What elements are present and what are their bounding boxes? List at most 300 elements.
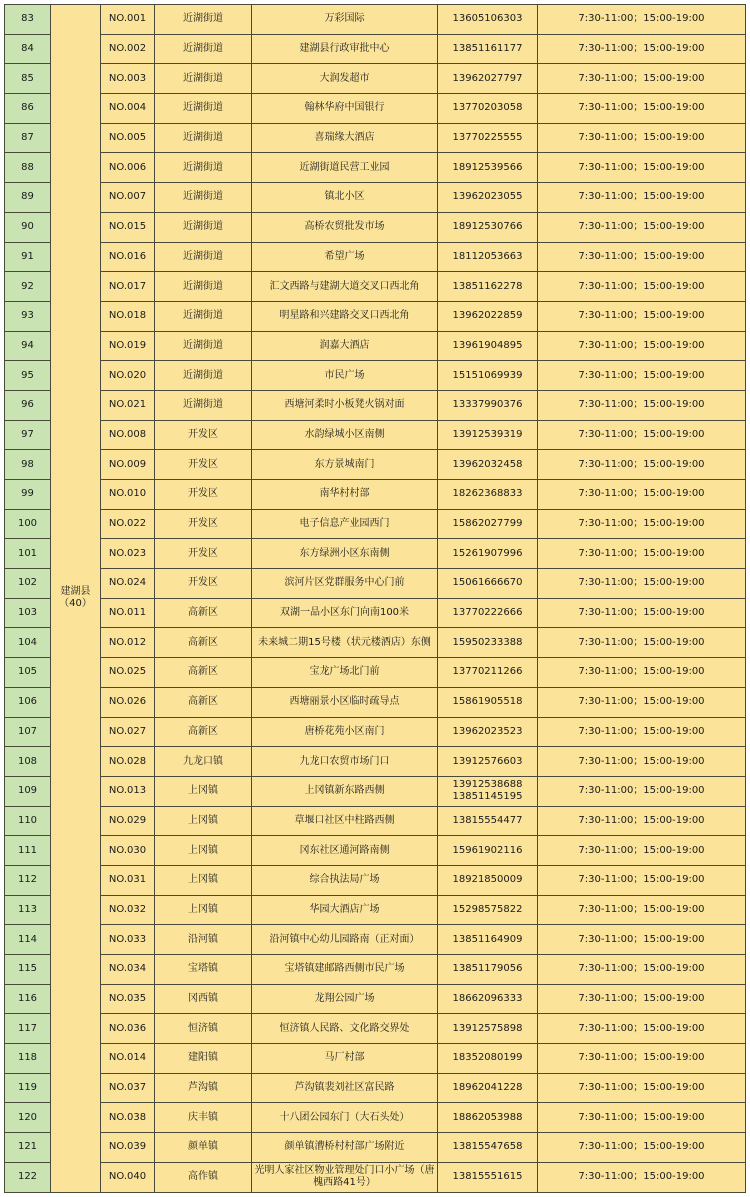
street-cell: 近湖街道 (155, 242, 252, 272)
table-row (5, 984, 746, 1014)
street-cell: 芦沟镇 (155, 1073, 252, 1103)
street-cell: 上冈镇 (155, 895, 252, 925)
phone-number: 13851179056 (452, 963, 523, 975)
phone-cell (438, 5, 538, 35)
address-cell: 冈东社区通河路南侧 (252, 836, 438, 866)
phone-cell (438, 747, 538, 777)
county-name: 建湖县 (60, 586, 91, 598)
county-count: （40） (59, 598, 92, 610)
street-cell: 近湖街道 (155, 183, 252, 213)
row-index-cell: 90 (5, 212, 51, 242)
phone-number: 13962022859 (452, 310, 523, 322)
row-index-cell: 117 (5, 1014, 51, 1044)
phone-cell (438, 420, 538, 450)
table-row (5, 5, 746, 35)
phone-number: 15950233388 (452, 636, 523, 648)
street-cell: 开发区 (155, 450, 252, 480)
site-number-cell: NO.034 (101, 955, 155, 985)
street-cell: 沿河镇 (155, 925, 252, 955)
table-row (5, 865, 746, 895)
site-number-cell: NO.009 (101, 450, 155, 480)
phone-number: 13851161177 (452, 43, 523, 55)
phone-number: 13770211266 (452, 666, 523, 678)
address-cell: 草堰口社区中柱路西侧 (252, 806, 438, 836)
site-number-cell: NO.025 (101, 658, 155, 688)
row-index-cell: 95 (5, 361, 51, 391)
row-index-cell: 96 (5, 390, 51, 420)
site-number-cell: NO.011 (101, 598, 155, 628)
site-number-cell: NO.036 (101, 1014, 155, 1044)
phone-number: 13815551615 (452, 1171, 523, 1183)
site-number-cell: NO.019 (101, 331, 155, 361)
phone-cell (438, 984, 538, 1014)
address-cell: 九龙口农贸市场门口 (252, 747, 438, 777)
site-number-cell: NO.010 (101, 480, 155, 510)
site-number-cell: NO.001 (101, 5, 155, 35)
hours-cell: 7:30-11:00；15:00-19:00 (538, 836, 746, 866)
site-number-cell: NO.026 (101, 687, 155, 717)
phone-number: 13851162278 (452, 280, 523, 292)
site-number-cell: NO.038 (101, 1103, 155, 1133)
site-number-cell: NO.018 (101, 301, 155, 331)
phone-number: 13770203058 (452, 102, 523, 114)
hours-cell: 7:30-11:00；15:00-19:00 (538, 955, 746, 985)
hours-cell: 7:30-11:00；15:00-19:00 (538, 598, 746, 628)
address-cell: 上冈镇新东路西侧 (252, 776, 438, 806)
phone-cell (438, 955, 538, 985)
address-cell: 镇北小区 (252, 183, 438, 213)
hours-cell: 7:30-11:00；15:00-19:00 (538, 509, 746, 539)
table-row (5, 836, 746, 866)
street-cell: 高新区 (155, 717, 252, 747)
row-index-cell: 111 (5, 836, 51, 866)
address-cell: 汇文西路与建湖大道交叉口西北角 (252, 272, 438, 302)
table-row (5, 153, 746, 183)
street-cell: 近湖街道 (155, 153, 252, 183)
phone-cell (438, 658, 538, 688)
row-index-cell: 94 (5, 331, 51, 361)
hours-cell: 7:30-11:00；15:00-19:00 (538, 64, 746, 94)
address-cell: 东方景城南门 (252, 450, 438, 480)
row-index-cell: 98 (5, 450, 51, 480)
address-cell: 西塘丽景小区临时疏导点 (252, 687, 438, 717)
phone-number: 15261907996 (452, 547, 523, 559)
table-row (5, 895, 746, 925)
row-index-cell: 93 (5, 301, 51, 331)
row-index-cell: 104 (5, 628, 51, 658)
row-index-cell: 91 (5, 242, 51, 272)
address-cell: 万彩国际 (252, 5, 438, 35)
street-cell: 近湖街道 (155, 361, 252, 391)
row-index-cell: 99 (5, 480, 51, 510)
street-cell: 开发区 (155, 539, 252, 569)
phone-number: 15151069939 (452, 369, 523, 381)
address-cell: 芦沟镇裴刘社区富民路 (252, 1073, 438, 1103)
phone-number: 13605106303 (452, 13, 523, 25)
phone-cell (438, 865, 538, 895)
phone-cell (438, 539, 538, 569)
row-index-cell: 100 (5, 509, 51, 539)
site-number-cell: NO.005 (101, 123, 155, 153)
site-number-cell: NO.030 (101, 836, 155, 866)
row-index-cell: 85 (5, 64, 51, 94)
street-cell: 近湖街道 (155, 212, 252, 242)
row-index-cell: 108 (5, 747, 51, 777)
table-row (5, 569, 746, 599)
address-cell: 近湖街道民营工业园 (252, 153, 438, 183)
address-cell: 南华村村部 (252, 480, 438, 510)
hours-cell: 7:30-11:00；15:00-19:00 (538, 5, 746, 35)
street-cell: 近湖街道 (155, 331, 252, 361)
street-cell: 近湖街道 (155, 390, 252, 420)
address-cell: 电子信息产业园西门 (252, 509, 438, 539)
table-row (5, 955, 746, 985)
testing-sites-table (4, 4, 746, 1193)
table-body (5, 5, 746, 1193)
phone-cell (438, 717, 538, 747)
site-number-cell: NO.020 (101, 361, 155, 391)
row-index-cell: 107 (5, 717, 51, 747)
phone-cell (438, 212, 538, 242)
phone-cell (438, 509, 538, 539)
hours-cell: 7:30-11:00；15:00-19:00 (538, 1162, 746, 1192)
street-cell: 上冈镇 (155, 865, 252, 895)
site-number-cell: NO.004 (101, 94, 155, 124)
phone-number: 15961902116 (452, 844, 523, 856)
site-number-cell: NO.032 (101, 895, 155, 925)
row-index-cell: 86 (5, 94, 51, 124)
phone-number: 13815547658 (452, 1141, 523, 1153)
address-cell: 水韵绿城小区南侧 (252, 420, 438, 450)
row-index-cell: 89 (5, 183, 51, 213)
hours-cell: 7:30-11:00；15:00-19:00 (538, 895, 746, 925)
phone-cell (438, 94, 538, 124)
table-row (5, 1044, 746, 1074)
address-cell: 马厂村部 (252, 1044, 438, 1074)
hours-cell: 7:30-11:00；15:00-19:00 (538, 390, 746, 420)
hours-cell: 7:30-11:00；15:00-19:00 (538, 1103, 746, 1133)
hours-cell: 7:30-11:00；15:00-19:00 (538, 984, 746, 1014)
street-cell: 庆丰镇 (155, 1103, 252, 1133)
table-row (5, 776, 746, 806)
site-number-cell: NO.033 (101, 925, 155, 955)
address-cell: 明星路和兴建路交叉口西北角 (252, 301, 438, 331)
table-row (5, 1133, 746, 1163)
phone-cell (438, 450, 538, 480)
row-index-cell: 87 (5, 123, 51, 153)
phone-cell (438, 272, 538, 302)
phone-cell (438, 925, 538, 955)
hours-cell: 7:30-11:00；15:00-19:00 (538, 658, 746, 688)
address-cell: 翰林华府中国银行 (252, 94, 438, 124)
address-cell: 恒济镇人民路、文化路交界处 (252, 1014, 438, 1044)
hours-cell: 7:30-11:00；15:00-19:00 (538, 776, 746, 806)
hours-cell: 7:30-11:00；15:00-19:00 (538, 272, 746, 302)
street-cell: 近湖街道 (155, 64, 252, 94)
phone-number: 18962041228 (452, 1082, 523, 1094)
county-cell (51, 5, 101, 1193)
hours-cell: 7:30-11:00；15:00-19:00 (538, 628, 746, 658)
address-cell: 东方绿洲小区东南侧 (252, 539, 438, 569)
phone-cell (438, 361, 538, 391)
site-number-cell: NO.024 (101, 569, 155, 599)
phone-number: 13961904895 (452, 339, 523, 351)
address-cell: 未来城二期15号楼（状元楼酒店）东侧 (252, 628, 438, 658)
phone-cell (438, 64, 538, 94)
phone-number: 15862027799 (452, 518, 523, 530)
row-index-cell: 84 (5, 34, 51, 64)
hours-cell: 7:30-11:00；15:00-19:00 (538, 1133, 746, 1163)
table-row (5, 1073, 746, 1103)
hours-cell: 7:30-11:00；15:00-19:00 (538, 331, 746, 361)
phone-number: 18662096333 (452, 993, 523, 1005)
table-row (5, 806, 746, 836)
hours-cell: 7:30-11:00；15:00-19:00 (538, 806, 746, 836)
phone-cell (438, 242, 538, 272)
hours-cell: 7:30-11:00；15:00-19:00 (538, 1073, 746, 1103)
street-cell: 近湖街道 (155, 94, 252, 124)
street-cell: 颜单镇 (155, 1133, 252, 1163)
phone-number: 13962023523 (452, 725, 523, 737)
row-index-cell: 113 (5, 895, 51, 925)
hours-cell: 7:30-11:00；15:00-19:00 (538, 925, 746, 955)
table-row (5, 331, 746, 361)
table-row (5, 1014, 746, 1044)
phone-cell (438, 153, 538, 183)
address-cell: 十八团公园东门（大石头处） (252, 1103, 438, 1133)
street-cell: 恒济镇 (155, 1014, 252, 1044)
table-row (5, 94, 746, 124)
address-cell: 综合执法局广场 (252, 865, 438, 895)
address-cell: 滨河片区党群服务中心门前 (252, 569, 438, 599)
hours-cell: 7:30-11:00；15:00-19:00 (538, 242, 746, 272)
hours-cell: 7:30-11:00；15:00-19:00 (538, 301, 746, 331)
hours-cell: 7:30-11:00；15:00-19:00 (538, 1044, 746, 1074)
phone-number: 15861905518 (452, 696, 523, 708)
row-index-cell: 112 (5, 865, 51, 895)
street-cell: 近湖街道 (155, 34, 252, 64)
address-cell: 华园大酒店广场 (252, 895, 438, 925)
row-index-cell: 121 (5, 1133, 51, 1163)
phone-number: 18262368833 (452, 488, 523, 500)
phone-cell (438, 628, 538, 658)
street-cell: 上冈镇 (155, 806, 252, 836)
row-index-cell: 103 (5, 598, 51, 628)
site-number-cell: NO.003 (101, 64, 155, 94)
row-index-cell: 120 (5, 1103, 51, 1133)
address-cell: 希望广场 (252, 242, 438, 272)
site-number-cell: NO.002 (101, 34, 155, 64)
phone-number: 15061666670 (452, 577, 523, 589)
phone-number: 13912575898 (452, 1022, 523, 1034)
table-row (5, 509, 746, 539)
site-number-cell: NO.040 (101, 1162, 155, 1192)
site-number-cell: NO.029 (101, 806, 155, 836)
address-cell: 宝塔镇建邮路西侧市民广场 (252, 955, 438, 985)
phone-number: 13912576603 (452, 755, 523, 767)
phone-number: 13815554477 (452, 814, 523, 826)
table-row (5, 539, 746, 569)
address-cell: 颜单镇漕桥村村部广场附近 (252, 1133, 438, 1163)
table-row (5, 272, 746, 302)
table-row (5, 450, 746, 480)
phone-number: 13912538688 (452, 779, 523, 791)
street-cell: 宝塔镇 (155, 955, 252, 985)
site-number-cell: NO.027 (101, 717, 155, 747)
site-number-cell: NO.022 (101, 509, 155, 539)
table-row (5, 123, 746, 153)
site-number-cell: NO.006 (101, 153, 155, 183)
hours-cell: 7:30-11:00；15:00-19:00 (538, 183, 746, 213)
phone-number: 18352080199 (452, 1052, 523, 1064)
row-index-cell: 106 (5, 687, 51, 717)
row-index-cell: 110 (5, 806, 51, 836)
hours-cell: 7:30-11:00；15:00-19:00 (538, 361, 746, 391)
street-cell: 近湖街道 (155, 272, 252, 302)
hours-cell: 7:30-11:00；15:00-19:00 (538, 747, 746, 777)
phone-cell (438, 331, 538, 361)
street-cell: 冈西镇 (155, 984, 252, 1014)
phone-cell (438, 1162, 538, 1192)
phone-cell (438, 806, 538, 836)
street-cell: 开发区 (155, 509, 252, 539)
site-number-cell: NO.035 (101, 984, 155, 1014)
table-row (5, 34, 746, 64)
phone-number: 18862053988 (452, 1111, 523, 1123)
table-row (5, 1162, 746, 1192)
hours-cell: 7:30-11:00；15:00-19:00 (538, 94, 746, 124)
street-cell: 上冈镇 (155, 776, 252, 806)
phone-number: 18912539566 (452, 161, 523, 173)
street-cell: 高新区 (155, 628, 252, 658)
phone-number: 13337990376 (452, 399, 523, 411)
phone-cell (438, 390, 538, 420)
table-row (5, 747, 746, 777)
street-cell: 近湖街道 (155, 301, 252, 331)
phone-cell (438, 301, 538, 331)
phone-number: 18921850009 (452, 874, 523, 886)
phone-number: 13962023055 (452, 191, 523, 203)
site-number-cell: NO.017 (101, 272, 155, 302)
phone-cell (438, 687, 538, 717)
table-row (5, 390, 746, 420)
phone-cell (438, 34, 538, 64)
hours-cell: 7:30-11:00；15:00-19:00 (538, 153, 746, 183)
phone-cell (438, 123, 538, 153)
table-row (5, 242, 746, 272)
phone-cell (438, 1014, 538, 1044)
hours-cell: 7:30-11:00；15:00-19:00 (538, 687, 746, 717)
phone-number-secondary: 13851145195 (452, 791, 523, 803)
table-row (5, 301, 746, 331)
hours-cell: 7:30-11:00；15:00-19:00 (538, 480, 746, 510)
row-index-cell: 92 (5, 272, 51, 302)
row-index-cell: 114 (5, 925, 51, 955)
site-number-cell: NO.015 (101, 212, 155, 242)
phone-cell (438, 1044, 538, 1074)
site-number-cell: NO.031 (101, 865, 155, 895)
hours-cell: 7:30-11:00；15:00-19:00 (538, 450, 746, 480)
street-cell: 高新区 (155, 658, 252, 688)
table-row (5, 717, 746, 747)
phone-cell (438, 836, 538, 866)
phone-number: 13770222666 (452, 607, 523, 619)
site-number-cell: NO.039 (101, 1133, 155, 1163)
phone-cell (438, 776, 538, 806)
hours-cell: 7:30-11:00；15:00-19:00 (538, 34, 746, 64)
table-row (5, 183, 746, 213)
site-number-cell: NO.037 (101, 1073, 155, 1103)
table-row (5, 480, 746, 510)
site-number-cell: NO.012 (101, 628, 155, 658)
street-cell: 高新区 (155, 598, 252, 628)
table-row (5, 420, 746, 450)
phone-number: 18912530766 (452, 221, 523, 233)
hours-cell: 7:30-11:00；15:00-19:00 (538, 865, 746, 895)
street-cell: 九龙口镇 (155, 747, 252, 777)
phone-number: 15298575822 (452, 903, 523, 915)
row-index-cell: 102 (5, 569, 51, 599)
phone-cell (438, 183, 538, 213)
phone-cell (438, 895, 538, 925)
table-row (5, 687, 746, 717)
phone-number: 13962027797 (452, 72, 523, 84)
table-row (5, 598, 746, 628)
street-cell: 上冈镇 (155, 836, 252, 866)
table-row (5, 361, 746, 391)
street-cell: 高新区 (155, 687, 252, 717)
phone-number: 13912539319 (452, 428, 523, 440)
table-row (5, 925, 746, 955)
street-cell: 开发区 (155, 480, 252, 510)
table-row (5, 64, 746, 94)
hours-cell: 7:30-11:00；15:00-19:00 (538, 123, 746, 153)
hours-cell: 7:30-11:00；15:00-19:00 (538, 539, 746, 569)
phone-number: 13770225555 (452, 132, 523, 144)
table-row (5, 1103, 746, 1133)
street-cell: 建阳镇 (155, 1044, 252, 1074)
row-index-cell: 105 (5, 658, 51, 688)
street-cell: 开发区 (155, 420, 252, 450)
phone-cell (438, 1133, 538, 1163)
street-cell: 开发区 (155, 569, 252, 599)
site-number-cell: NO.008 (101, 420, 155, 450)
hours-cell: 7:30-11:00；15:00-19:00 (538, 717, 746, 747)
address-cell: 市民广场 (252, 361, 438, 391)
row-index-cell: 83 (5, 5, 51, 35)
address-cell: 西塘河柔时小板凳火锅对面 (252, 390, 438, 420)
address-cell: 龙翔公园广场 (252, 984, 438, 1014)
street-cell: 高作镇 (155, 1162, 252, 1192)
row-index-cell: 115 (5, 955, 51, 985)
address-cell: 宝龙广场北门前 (252, 658, 438, 688)
phone-cell (438, 569, 538, 599)
street-cell: 近湖街道 (155, 123, 252, 153)
phone-cell (438, 1073, 538, 1103)
row-index-cell: 97 (5, 420, 51, 450)
address-cell: 光明人家社区物业管理处门口小广场（唐槐西路41号） (252, 1162, 438, 1192)
hours-cell: 7:30-11:00；15:00-19:00 (538, 420, 746, 450)
phone-cell (438, 480, 538, 510)
address-cell: 唐桥花苑小区南门 (252, 717, 438, 747)
hours-cell: 7:30-11:00；15:00-19:00 (538, 1014, 746, 1044)
phone-cell (438, 598, 538, 628)
phone-number: 13962032458 (452, 458, 523, 470)
table-row (5, 212, 746, 242)
address-cell: 喜瑞缘大酒店 (252, 123, 438, 153)
site-number-cell: NO.023 (101, 539, 155, 569)
row-index-cell: 88 (5, 153, 51, 183)
